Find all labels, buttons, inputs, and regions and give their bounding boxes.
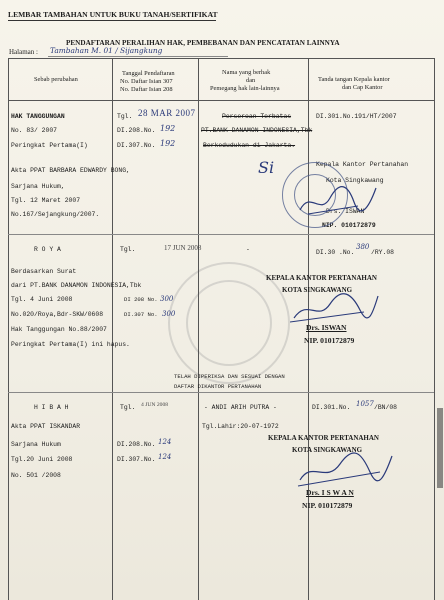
document-subtitle: PENDAFTARAN PERALIHAN HAK, PEMBEBANAN DAN PENCATATAN LAINNYA (66, 39, 340, 47)
header-bottom-border (8, 100, 434, 101)
entry2-sig-nip: NIP. 010172879 (304, 336, 355, 345)
entry2-sig-name: Drs. ISWAN (306, 323, 347, 332)
entry2-line-2: dari PT.BANK DANAMON INDONESIA,Tbk (11, 282, 142, 289)
entry3-line-4: No. 501 /2008 (11, 472, 61, 479)
col-header-pemegang: Pemegang hak lain-lainnya (210, 85, 280, 92)
entry2-di307-value: 300 (162, 310, 176, 318)
entry1-nama-2: PT.BANK DANAMON INDONESIA,Tbk (201, 127, 313, 134)
entry3-note-2: DAFTAR DIKANTOR PERTANAHAN (174, 383, 262, 390)
entry1-di307: DI.307.No. (117, 142, 156, 149)
entry1-sebab-2: No. 83/ 2007 (11, 127, 58, 134)
entry3-di307-value: 124 (158, 453, 172, 461)
halaman-underline (48, 56, 228, 57)
col-header-di307: No. Daftar Isian 307 (120, 78, 173, 85)
entry3-kepala-kantor: KEPALA KANTOR PERTANAHAN (268, 434, 379, 442)
entry2-dash: - (246, 246, 250, 253)
document-title: LEMBAR TAMBAHAN UNTUK BUKU TANAH/SERTIFIKAT (8, 10, 218, 19)
entry3-di307: DI.307.No. (117, 456, 156, 463)
row-divider-1 (8, 234, 434, 235)
entry2-tgl-stamp: 17 JUN 2008 (164, 244, 202, 252)
entry2-kota: KOTA SINGKAWANG (282, 286, 353, 294)
col-header-dan: dan (246, 77, 256, 84)
entry3-sig-name: Drs. I S W A N (306, 488, 354, 497)
entry3-di301: DI.301.No. (312, 404, 351, 411)
entry1-di301: DI.301.No.191/HT/2007 (316, 113, 397, 120)
table-right-border (434, 58, 435, 600)
table-left-border (8, 58, 9, 600)
col-divider-2 (198, 58, 199, 600)
signature-scribble-2 (290, 290, 380, 326)
entry1-tgl-label: Tgl. (117, 113, 133, 120)
entry1-sebab-4: Akta PPAT BARBARA EDWARDY BONG, (11, 167, 130, 174)
entry1-sebab-7: No.167/Sejangkung/2007. (11, 211, 100, 218)
signature-scribble-3 (296, 450, 396, 490)
col-header-nama: Nama yang berhak (222, 69, 271, 76)
entry3-nama: - ANDI ARIH PUTRA - (204, 404, 277, 411)
entry3-di301-value: 1057 (356, 400, 374, 408)
entry1-sig-name: Drs. ISWAN (326, 208, 365, 215)
entry2-line-3: Tgl. 4 Juni 2008 (11, 296, 73, 303)
entry3-line-3: Tgl.20 Juni 2008 (11, 456, 73, 463)
col-header-di208: No. Daftar Isian 208 (120, 86, 173, 93)
table-top-border (8, 58, 434, 59)
entry3-di301-suffix: /BN/08 (374, 404, 398, 411)
entry3-di208-value: 124 (158, 438, 172, 446)
signature-scribble-1 (298, 180, 378, 220)
entry2-line-4: No.020/Roya,Bdr-SKW/0608 (11, 311, 104, 318)
entry1-sebab-6: Tgl. 12 Maret 2007 (11, 197, 81, 204)
entry1-sebab-3: Peringkat Pertama(I) (11, 142, 88, 149)
entry3-tgl-label: Tgl. (120, 404, 136, 411)
entry1-di208: DI.208.No. (117, 127, 156, 134)
halaman-label: Halaman : (9, 48, 38, 56)
entry1-di307-value: 192 (160, 139, 176, 148)
entry3-kota: KOTA SINGKAWANG (292, 446, 363, 454)
entry3-tgl-stamp: 4 JUN 2008 (141, 402, 169, 408)
entry2-line-6: Peringkat Pertama(I) ini hapus. (11, 341, 130, 348)
entry1-sig-nip: NIP. 010172879 (322, 222, 376, 229)
entry2-line-5: Hak Tanggungan No.88/2007 (11, 326, 107, 333)
entry2-roya: R O Y A (34, 246, 61, 253)
entry1-kota: Kota Singkawang (326, 177, 384, 184)
entry3-line-1: Akta PPAT ISKANDAR (11, 423, 81, 430)
entry1-nama-3: Berkedudukan di Jakarta. (203, 142, 296, 149)
title-underline (8, 20, 216, 21)
entry2-di-value: 380 (356, 243, 370, 251)
entry2-di-value-suffix: /RY.08 (371, 249, 395, 256)
col-header-tanggal: Tanggal Pendaftaran (122, 70, 175, 77)
entry2-kepala-kantor: KEPALA KANTOR PERTANAHAN (266, 274, 377, 282)
entry3-sig-nip: NIP. 010172879 (302, 501, 353, 510)
entry1-initial: Si (258, 158, 275, 177)
entry1-sebab-1: HAK TANGGUNGAN (11, 113, 65, 120)
halaman-value: Tambahan M. 01 / Sijangkung (50, 46, 163, 55)
entry3-hibah: H I B A H (34, 404, 69, 411)
entry1-nama-1: Perseroan Terbatas (222, 113, 292, 120)
entry2-line-1: Berdasarkan Surat (11, 268, 77, 275)
entry3-line-2: Sarjana Hukum (11, 441, 61, 448)
entry1-di208-value: 192 (160, 124, 176, 133)
entry2-di208: DI 208 No. (124, 296, 158, 303)
entry2-di307: DI.307 No. (124, 311, 158, 318)
col-header-ttd: Tanda tangan Kepala kantor (318, 76, 390, 83)
entry2-tgl-label: Tgl. (120, 246, 136, 253)
entry1-kepala-kantor: Kepala Kantor Pertanahan (316, 161, 409, 168)
binding-edge-mark (437, 408, 443, 488)
entry3-di208: DI.208.No. (117, 441, 156, 448)
entry3-lahir: Tgl.Lahir:20-07-1972 (202, 423, 279, 430)
col-header-sebab: Sebab perubahan (34, 76, 78, 83)
col-divider-1 (112, 58, 113, 600)
row-divider-2 (8, 392, 434, 393)
entry1-tgl-stamp: 28 MAR 2007 (138, 108, 196, 118)
entry2-di: DI.30 .No. (316, 249, 355, 256)
entry1-sebab-5: Sarjana Hukum, (11, 183, 65, 190)
col-header-cap: dan Cap Kantor (342, 84, 383, 91)
entry2-di208-value: 300 (160, 295, 174, 303)
entry3-note-1: TELAH DIPERIKSA DAN SESUAI DENGAN (174, 373, 285, 380)
